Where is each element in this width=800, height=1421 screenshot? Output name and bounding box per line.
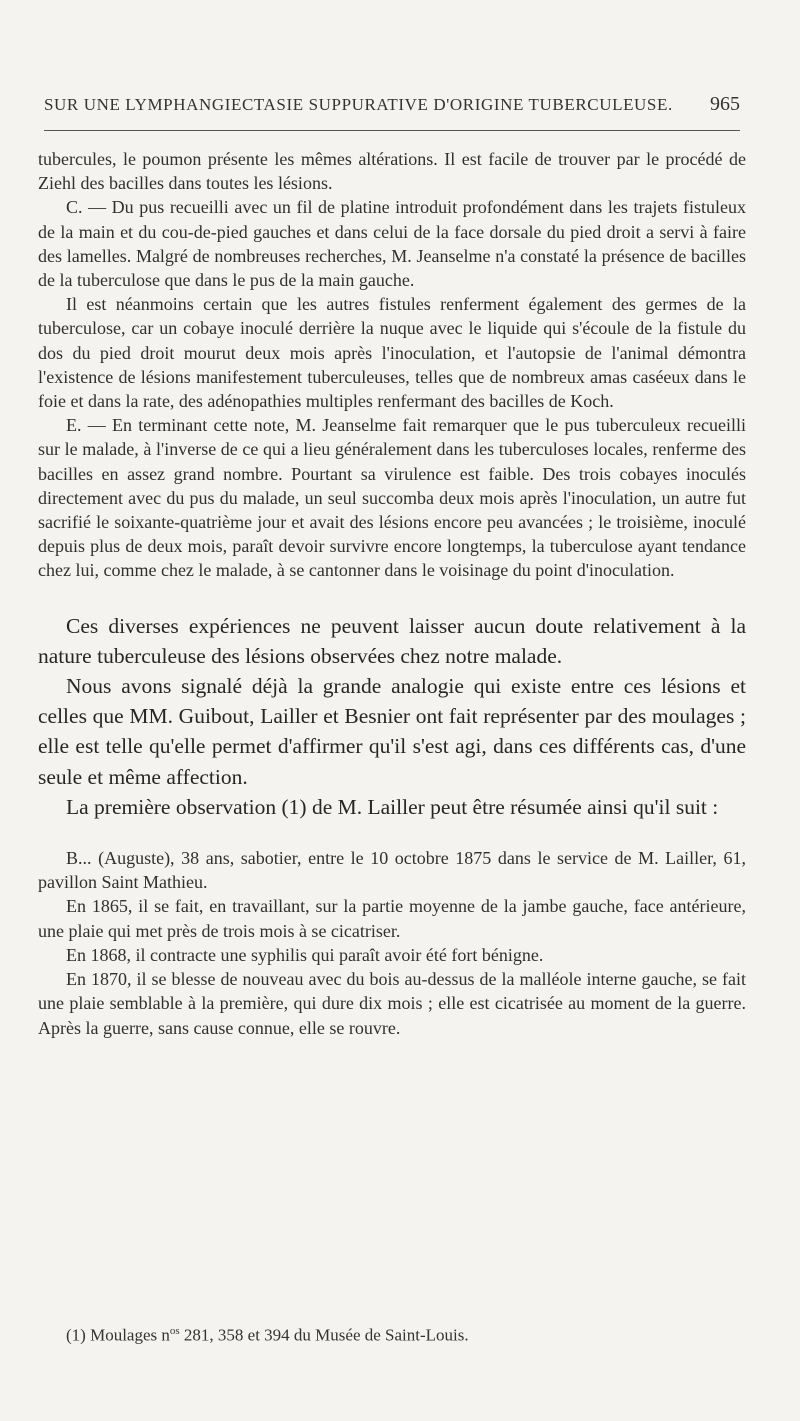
paragraph-observation-intro: La première observation (1) de M. Lailler peut être résumée ainsi qu'il suit : — [66, 794, 719, 819]
paragraph-section-c: C. — Du pus recueilli avec un fil de platine introduit profondément dans les trajets fistuleux de la main et du cou-de-pied gauches et dans celui de la face dorsale du pied droit a servi à faire des lamelles. Malgré de nombreuses recherches, M. Jeanselme n'a constaté la présence de bacilles de la tuberculose que dans le pus de la main gauche. — [38, 197, 746, 291]
body-text — [38, 147, 746, 1040]
footnote-superscript: os — [169, 1325, 180, 1337]
header-rule — [44, 130, 740, 131]
paragraph-fistules: Il est néanmoins certain que les autres fistules renferment également des germes de la tuberculose, car un cobaye inoculé derrière la nuque avec le liquide qui s'écoule de la fistule du dos du pied droit mourut deux mois après l'inoculation, et l'autopsie de l'animal démontra l'existence de lésions manifestement tuberculeuses, telles que de nombreux amas caséeux dans le foie et dans la rate, des adénopathies multiples renfermant des bacilles de Koch. — [38, 294, 746, 412]
paragraph-case-patient: B... (Auguste), 38 ans, sabotier, entre le 10 octobre 1875 dans le service de M. Lailler, 61, pavillon Saint Mathieu. — [38, 848, 746, 893]
footnote-text-after: 281, 358 et 394 du Musée de Saint-Louis. — [179, 1325, 469, 1345]
footnote — [66, 1325, 469, 1346]
running-title: SUR UNE LYMPHANGIECTASIE SUPPURATIVE D'ORIGINE TUBERCULEUSE. — [44, 95, 673, 114]
paragraph-continuation: tubercules, le poumon présente les mêmes altérations. Il est facile de trouver par le procédé de Ziehl des bacilles dans toutes les lésions. — [38, 149, 746, 194]
running-header — [44, 93, 740, 116]
footnote-text-before: (1) Moulages n — [66, 1325, 170, 1345]
paragraph-experiences: Ces diverses expériences ne peuvent laisser aucun doute relativement à la nature tuberculeuse des lésions observées chez notre malade. — [38, 613, 746, 668]
paragraph-case-1870: En 1870, il se blesse de nouveau avec du bois au-dessus de la malléole interne gauche, se fait une plaie semblable à la première, qui dure dix mois ; elle est cicatrisée au moment de la guerre. Après la guerre, sans cause connue, elle se rouvre. — [38, 969, 746, 1038]
paragraph-case-1868: En 1868, il contracte une syphilis qui paraît avoir été fort bénigne. — [66, 944, 544, 965]
page-number: 965 — [710, 93, 740, 115]
paragraph-case-1865: En 1865, il se fait, en travaillant, sur la partie moyenne de la jambe gauche, face antérieure, une plaie qui met près de trois mois à se cicatriser. — [38, 896, 746, 941]
paragraph-analogie: Nous avons signalé déjà la grande analogie qui existe entre ces lésions et celles que MM. Guibout, Lailler et Besnier ont fait représenter par des moulages ; elle est telle qu'elle permet d'affirmer qu'il s'est agi, dans ces différents cas, d'une seule et même affection. — [38, 674, 746, 789]
paragraph-section-e: E. — En terminant cette note, M. Jeanselme fait remarquer que le pus tuberculeux recueilli sur le malade, à l'inverse de ce qui a lieu généralement dans les tuberculoses locales, renferme des bacilles en assez grand nombre. Pourtant sa virulence est faible. Des trois cobayes inoculés directement avec du pus du malade, un seul succomba deux mois après l'inoculation, un autre fut sacrifié le soixante-quatrième jour et avait des lésions encore peu avancées ; le troisième, inoculé depuis plus de deux mois, paraît devoir survivre encore longtemps, la tuberculose ayant tendance chez lui, comme chez le malade, à se cantonner dans le voisinage du point d'inoculation. — [38, 415, 746, 581]
